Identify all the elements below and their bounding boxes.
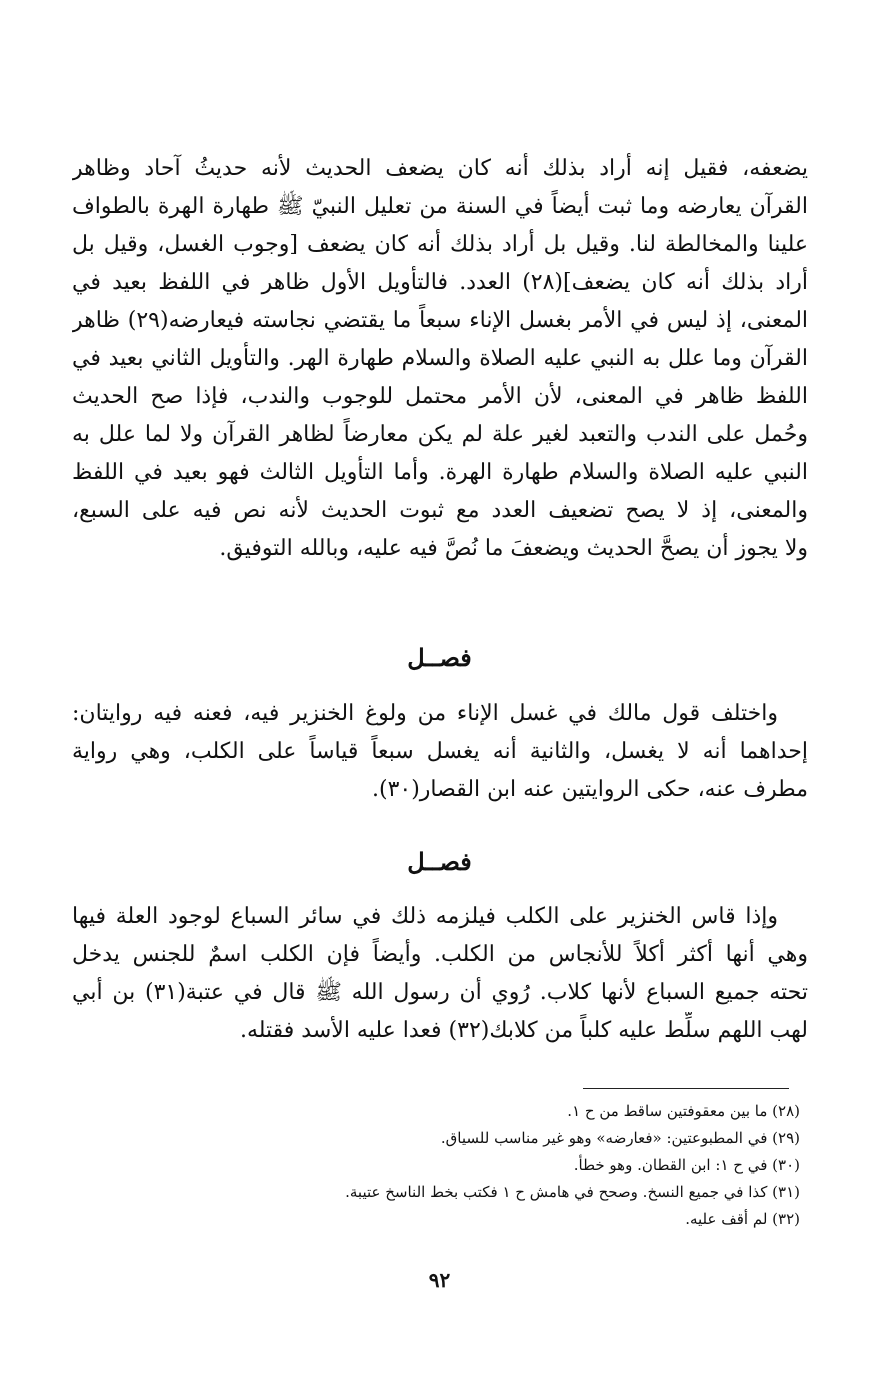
footnote-separator	[583, 1088, 789, 1089]
footnote: (٢٨) ما بين معقوفتين ساقط من ح ١.	[567, 1102, 800, 1120]
paragraph-line: لهب اللهم سلِّط عليه كلباً من كلابك(٣٢) فعدا عليه الأسد فقتله.	[239, 1018, 808, 1043]
footnote: (٣١) كذا في جميع النسخ. وصحح في هامش ح ١ فكتب بخط الناسخ عتيبة.	[345, 1183, 800, 1201]
paragraph-line: واختلف قول مالك في غسل الإناء من ولوغ الخنزير فيه، فعنه فيه روايتان:	[72, 701, 778, 726]
page-number: ٩٢	[428, 1268, 451, 1292]
paragraph-1	[72, 150, 808, 568]
paragraph-line: اللفظ ظاهر في المعنى، لأن الأمر محتمل للوجوب والندب، فإذا صح الحديث	[72, 384, 808, 409]
footnote: (٣٢) لم أقف عليه.	[685, 1210, 800, 1228]
paragraph-line: القرآن وما علل به النبي عليه الصلاة والسلام طهارة الهر. والتأويل الثاني بعيد في	[72, 346, 808, 371]
paragraph-line: أراد بذلك أنه كان يضعف](٢٨) العدد. فالتأويل الأول ظاهر في اللفظ بعيد في	[72, 270, 808, 295]
paragraph-line: مطرف عنه، حكى الروايتين عنه ابن القصار(٣٠).	[371, 777, 808, 802]
paragraph-line: تحته جميع السباع لأنها كلاب. رُوي أن رسول الله ﷺ قال في عتبة(٣١) بن أبي	[72, 980, 808, 1005]
footnote: (٣٠) في ح ١: ابن القطان. وهو خطأ.	[573, 1156, 800, 1174]
paragraph-line: إحداهما أنه لا يغسل، والثانية أنه يغسل سبعاً قياساً على الكلب، وهي رواية	[72, 739, 808, 764]
paragraph-line: وإذا قاس الخنزير على الكلب فيلزمه ذلك في سائر السباع لوجود العلة فيها	[72, 904, 778, 929]
footnotes	[200, 1098, 800, 1233]
paragraph-line: النبي عليه الصلاة والسلام طهارة الهرة. وأما التأويل الثالث فهو بعيد في اللفظ	[72, 460, 808, 485]
paragraph-line: يضعفه، فقيل إنه أراد بذلك أنه كان يضعف الحديث لأنه حديثُ آحاد وظاهر	[72, 156, 808, 181]
paragraph-line: وهي أنها أكثر أكلاً للأنجاس من الكلب. وأيضاً فإن الكلب اسمٌ للجنس يدخل	[72, 942, 808, 967]
paragraph-line: القرآن يعارضه وما ثبت أيضاً في السنة من تعليل النبيّ ﷺ طهارة الهرة بالطواف	[72, 194, 808, 219]
paragraph-line: وحُمل على الندب والتعبد لغير علة لم يكن معارضاً لظاهر القرآن ولا لما علل به	[72, 422, 808, 447]
section-heading: فصــل	[407, 847, 472, 876]
section-heading: فصــل	[407, 643, 472, 672]
paragraph-3	[72, 898, 808, 1050]
paragraph-2	[72, 695, 808, 809]
paragraph-line: المعنى، إذ ليس في الأمر بغسل الإناء سبعاً ما يقتضي نجاسته فيعارضه(٢٩) ظاهر	[72, 308, 808, 333]
paragraph-line: والمعنى، إذ لا يصح تضعيف العدد مع ثبوت الحديث لأنه نص فيه على السبع،	[72, 498, 808, 523]
paragraph-line: علينا والمخالطة لنا. وقيل بل أراد بذلك أنه كان يضعف [وجوب الغسل، وقيل بل	[72, 232, 808, 257]
paragraph-line: ولا يجوز أن يصحَّ الحديث ويضعفَ ما نُصَّ فيه عليه، وبالله التوفيق.	[219, 536, 808, 561]
footnote: (٢٩) في المطبوعتين: «فعارضه» وهو غير مناسب للسياق.	[440, 1129, 800, 1147]
